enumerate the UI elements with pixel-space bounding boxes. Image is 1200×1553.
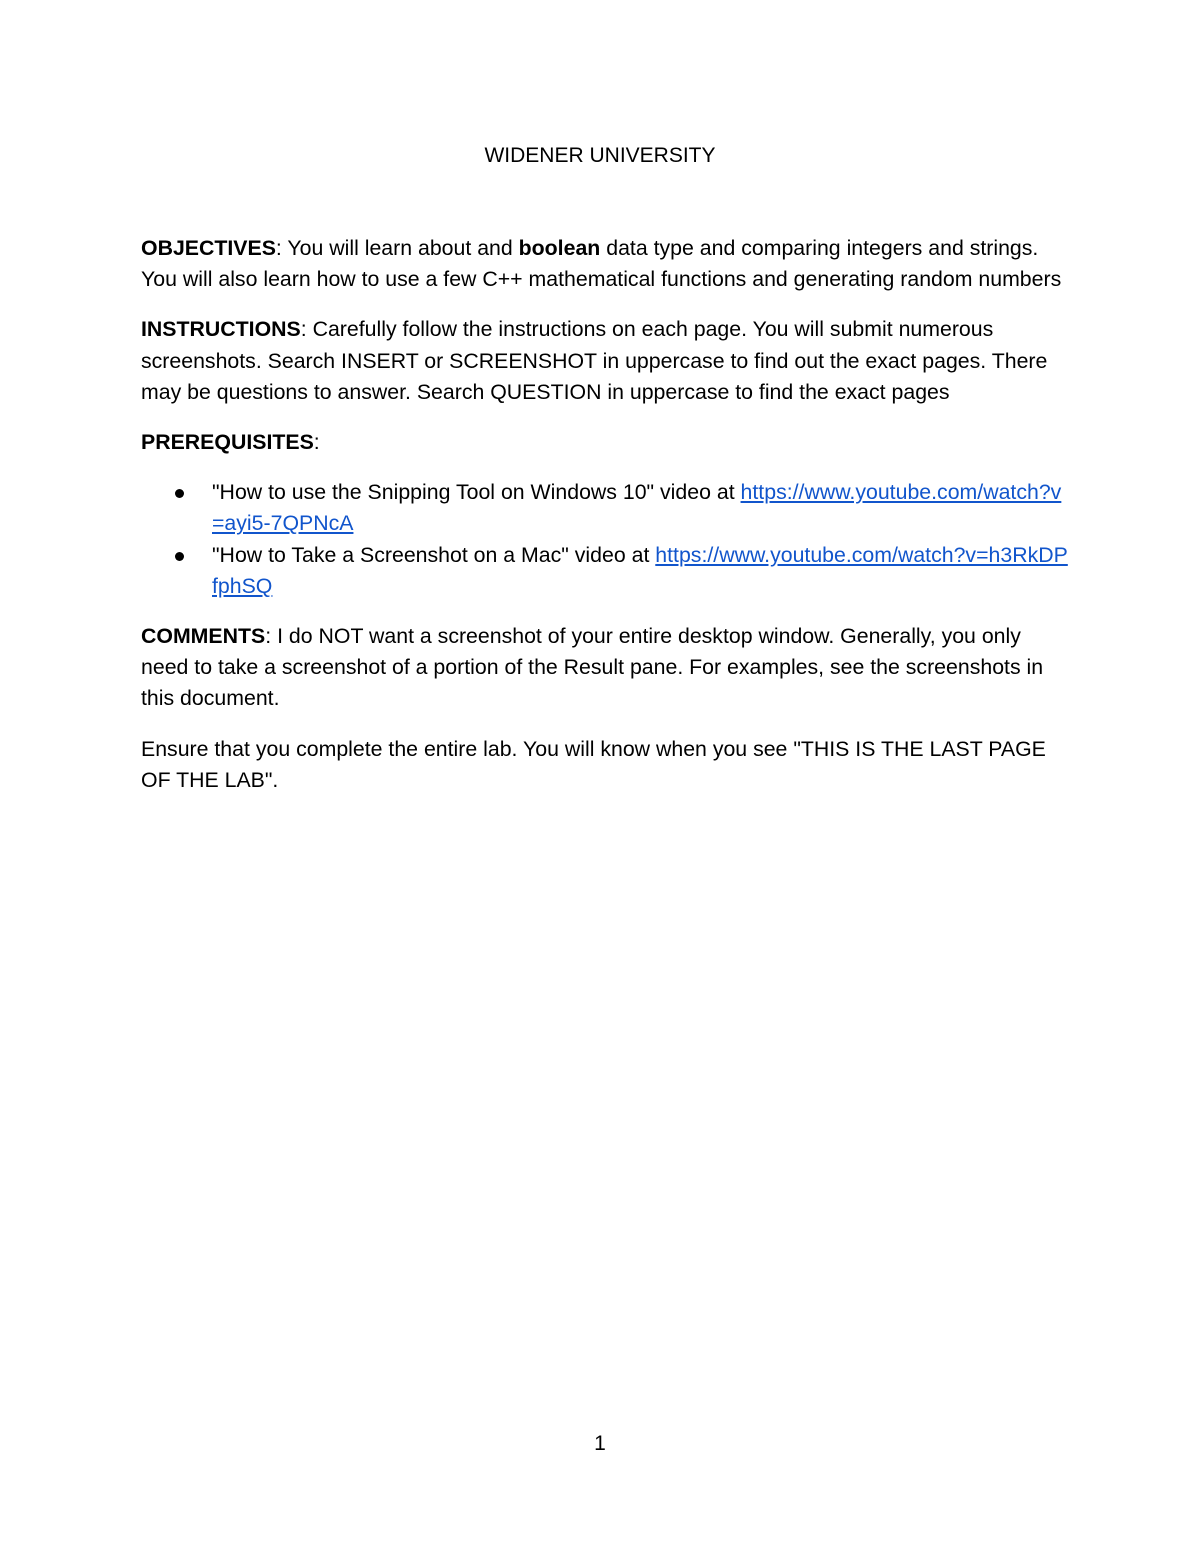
comments-text: I do NOT want a screenshot of your entire desktop window. Generally, you only need to take a screenshot of a portion of the Result pane. For examples, see the screenshots in this document. <box>141 624 1044 711</box>
document-body <box>141 233 1071 815</box>
comments-label: COMMENTS <box>141 624 266 649</box>
objectives-label: OBJECTIVES <box>141 236 276 260</box>
document-title: WIDENER UNIVERSITY <box>484 144 716 167</box>
list-item <box>141 540 1071 602</box>
bullet-icon <box>175 489 184 498</box>
list-item <box>141 477 1071 539</box>
page-number: 1 <box>594 1432 606 1455</box>
instructions-separator: : <box>300 317 313 342</box>
prerequisite-link-mac[interactable]: https://www.youtube.com/watch?v=h3RkDPfphSQ <box>212 542 1068 598</box>
comments-separator: : <box>265 624 278 649</box>
instructions-text: Carefully follow the instructions on each page. You will submit numerous screenshots. Search INSERT or SCREENSHOT in uppercase to find out the exact pages. There may be questions to answer. Search QUESTION in uppercase to find the exact pages <box>141 317 1048 404</box>
bullet-icon <box>175 552 184 561</box>
instructions-label: INSTRUCTIONS <box>141 317 301 342</box>
comments-paragraph <box>141 621 1071 715</box>
prerequisites-list <box>141 477 1071 602</box>
objectives-text-before: You will learn about and <box>287 236 519 260</box>
objectives-keyword: boolean <box>518 236 601 260</box>
objectives-separator: : <box>275 236 288 260</box>
closing-paragraph: Ensure that you complete the entire lab. You will know when you see "THIS IS THE LAST PAGE OF THE LAB". <box>141 736 1046 792</box>
prerequisites-separator: : <box>313 430 320 455</box>
prerequisite-text: "How to use the Snipping Tool on Windows 10" video at <box>212 480 741 505</box>
prerequisites-paragraph <box>141 427 1071 458</box>
instructions-paragraph <box>141 314 1071 408</box>
prerequisite-link-windows[interactable]: https://www.youtube.com/watch?v=ayi5-7QPNcA <box>212 480 1062 536</box>
prerequisites-label: PREREQUISITES <box>141 430 314 455</box>
prerequisite-text: "How to Take a Screenshot on a Mac" video at <box>212 542 656 567</box>
objectives-text-after: data type and comparing integers and strings. You will also learn how to use a few C++ mathematical functions and generating random numbers <box>141 236 1062 292</box>
objectives-paragraph <box>141 233 1071 295</box>
